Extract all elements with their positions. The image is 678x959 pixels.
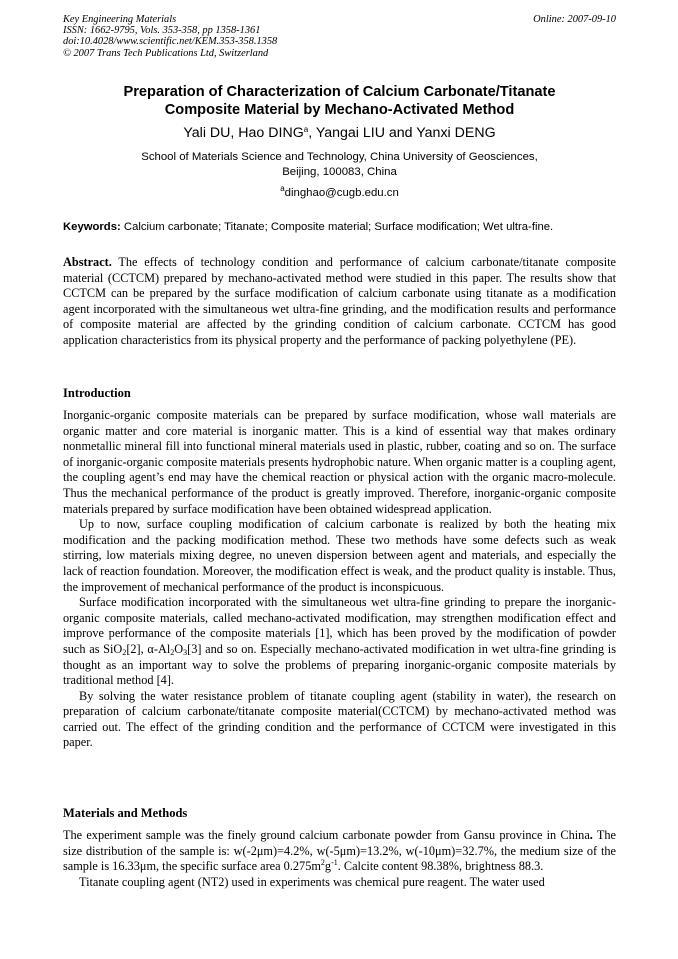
intro-paragraph-2: Up to now, surface coupling modification of calcium carbonate is realized by both the heating mix modification and the packing modification method. These two methods have some defects such as weak stirring, low materials mixing degree, no uneven dispersion between agent and materials, and especially the lack of reaction foundation. Moreover, the modification effect is weak, and the product quality is instable. Thus, the improvement of mechanical performance of the product is inconspicuous.	[63, 517, 616, 594]
abstract-text: The effects of technology condition and performance of calcium carbonate/titanate composite material (CCTCM) prepared by mechano-activated method were studied in this paper. The results show that CCTCM can be prepared by the surface modification of calcium carbonate using titanate as a modification agent incorporated with the simultaneous wet ultra-fine grinding, and the modification results and performance of composite material are affected by the grinding condition of calcium carbonate. CCTCM has good application characteristics from its physical property and the performance of packing polyethylene (PE).	[63, 255, 616, 347]
intro-paragraph-1: Inorganic-organic composite materials can be prepared by surface modification, whose wall materials are organic matter and core material is inorganic matter. This is a kind of essential way that makes ordinary nonmetallic mineral fill into functional mineral materials used in plastic, rubber, coating and so on. The surface of inorganic-organic composite materials presents hydrophobic nature. When organic matter is a coupling agent, the coupling agent’s end may have the chemical reaction or physical action with the organic macro-molecule. Thus the mechanical performance of the product is greatly improved. Therefore, inorganic-organic composite materials prepared by surface modification have been obtained widespread application.	[63, 408, 616, 516]
methods-p1-part-d: . Calcite content 98.38%, brightness 88.3.	[337, 859, 544, 874]
methods-heading: Materials and Methods	[63, 806, 188, 820]
email-marker: a	[280, 184, 285, 193]
copyright-line: © 2007 Trans Tech Publications Ltd, Switzerland	[63, 47, 269, 59]
author-email	[63, 186, 616, 201]
intro-p3-sub-3: 3	[183, 647, 188, 657]
abstract-label: Abstract.	[63, 255, 112, 269]
intro-p3-part-a: Surface modification incorporated with the simultaneous wet ultra-fine grinding to prepare the inorganic-organic composite materials, called mechano-activated modification, may strengthen modification effect and improve performance of the composite materials [1], which has been proved by the modification of powder such as SiO	[63, 595, 616, 656]
keywords-text: Calcium carbonate; Titanate; Composite material; Surface modification; Wet ultra-fine.	[123, 221, 554, 233]
methods-paragraph-2: Titanate coupling agent (NT2) used in experiments was chemical pure reagent. The water used	[79, 874, 545, 889]
methods-p1-part-c: g	[324, 859, 332, 874]
intro-p3-sub-2: 2	[170, 647, 175, 657]
title-line-1: Preparation of Characterization of Calcium Carbonate/Titanate	[123, 84, 556, 100]
introduction-heading: Introduction	[63, 386, 131, 400]
author-list	[63, 124, 616, 142]
methods-p1-sup-1: 2	[320, 858, 325, 868]
issn-line: ISSN: 1662-9795, Vols. 353-358, pp 1358-1361	[63, 25, 261, 37]
journal-name: Key Engineering Materials	[63, 14, 177, 25]
introduction-section	[63, 408, 616, 751]
methods-p1-part-b: The size distribution of the sample is: w(-2μm)=4.2%, w(-5μm)=13.2%, w(-10μm)=32.7%, the medium size of the sample is 16.33μm, the specific surface area 0.275m	[63, 828, 616, 874]
journal-header	[63, 14, 616, 59]
keywords	[63, 220, 616, 235]
authors-part-1: Yali DU, Hao DING	[183, 125, 304, 141]
intro-p3-part-b: [2], α-Al	[126, 641, 171, 656]
intro-p3-sub-1: 2	[122, 647, 127, 657]
methods-p1-sup-2: -1	[331, 858, 338, 868]
doi-line: doi:10.4028/www.scientific.net/KEM.353-358.1358	[63, 36, 278, 48]
paper-title	[63, 83, 616, 119]
methods-paragraph-1	[63, 828, 616, 875]
intro-p3-part-c: O	[174, 641, 184, 656]
affiliation	[63, 150, 616, 180]
intro-p3-part-d: [3] and so on. Especially mechano-activated modification in wet ultra-fine grinding is thought as an important way to solve the problems of preparing inorganic-organic composite materials by traditional method [4].	[63, 641, 616, 688]
methods-section	[63, 828, 616, 890]
abstract	[63, 255, 616, 349]
authors-part-2: , Yangai LIU and Yanxi DENG	[308, 125, 496, 141]
methods-p1-dot: .	[589, 828, 593, 842]
online-date: Online: 2007-09-10	[533, 14, 616, 25]
methods-p1-part-a: The experiment sample was the finely ground calcium carbonate powder from Gansu province in China	[63, 828, 590, 842]
intro-paragraph-3	[63, 595, 616, 689]
affiliation-line-1: School of Materials Science and Technology, China University of Geosciences,	[141, 151, 538, 163]
email-address: dinghao@cugb.edu.cn	[284, 187, 399, 199]
intro-paragraph-4: By solving the water resistance problem of titanate coupling agent (stability in water), the research on preparation of calcium carbonate/titanate composite material(CCTCM) by mechano-activated method was carried out. The effect of the grinding condition and the performance of CCTCM were investigated in this paper.	[63, 688, 616, 750]
keywords-label: Keywords:	[63, 221, 121, 233]
author-affiliation-marker: a	[303, 125, 309, 134]
title-line-2: Composite Material by Mechano-Activated Method	[164, 102, 515, 118]
affiliation-line-2: Beijing, 100083, China	[282, 166, 397, 178]
